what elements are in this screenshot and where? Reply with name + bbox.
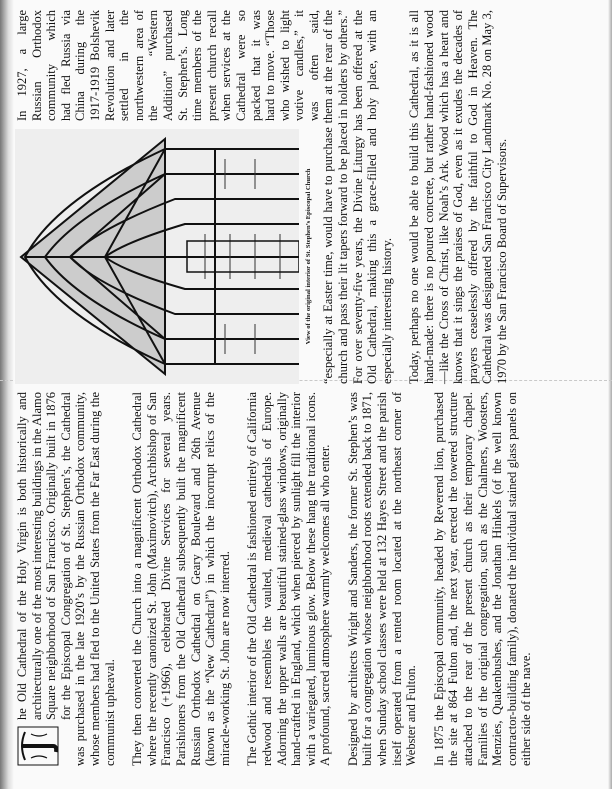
church-interior-illustration bbox=[15, 129, 311, 384]
paragraph-intro bbox=[15, 392, 117, 766]
intro-text: he Old Cathedral of the Holy Virgin is both historically and architecturally one of the most interesting buildings in the Alamo Square neighborhood of San Francisco. Originally built in 1876 for the Episcopal Congregation of St. Stephen’s, the Cathedral was purchased in the late 1920’s by the Russian Orthodox community, whose members had fled to the United States from the Far East during the communist upheaval. bbox=[15, 392, 117, 766]
paragraph-today: Today, perhaps no one would be able to build this Cathedral, as it is all hand-made: there is no poured concrete, but rather hand-fashioned wood—like the Cross of Christ, like Noah’s Ark. Wood which has a heart and knows that it sings the praises of God, even as it exudes the decades of prayers ceaselessly offered by the faithful to God in Heaven. The Cathedral was designated San Francisco City Landmark No. 28 on May 3, 1970 by the San Francisco Board of Supervisors. bbox=[407, 10, 509, 384]
paragraph-1927: In 1927, a large Russian Orthodox community which had fled Russia via China during the 1917-1919 Bolshevik Revolution and later settled in the northwestern area of the “Western Addition” purchased St. Stephen’s. Long time members of the present church recall when services at the Cathedral were so packed that it was hard to move. “Those who wished to light votive candles,” it was often said, “especially at Easter time, would have to purchase them at the rear of the church and pass their lit tapers forward to be placed in holders by others.” For over seventy-five years, the Divine Liturgy has been offered at the Old Cathedral, making this a grace-filled and holy place, with an especially interesting history. bbox=[15, 10, 394, 384]
panel-russian-orthodox bbox=[15, 10, 601, 384]
page-edge-shadow bbox=[608, 0, 612, 789]
dropcap-t-ornament bbox=[17, 726, 59, 766]
illustration-caption: View of the original interior of St. Stephen’s Episcopal Church bbox=[304, 168, 312, 345]
paragraph-architects: Designed by architects Wright and Sanders, the former St. Stephen’s was built for a congregation whose neighborhood roots extended back to 1871, when Sunday school classes were held at 132 Hayes Street and the parish itself operated from a rented room located at the northeast corner of Webster and Fulton. bbox=[345, 392, 419, 766]
binding-shadow bbox=[0, 0, 14, 789]
panel-history-intro bbox=[15, 392, 601, 766]
gothic-vault-engraving bbox=[15, 129, 299, 384]
paragraph-conversion: They then converted the Church into a magnificent Orthodox Cathedral where the recently canonized St. John (Maximovitch), Archbishop of San Francisco (+1966), celebrated Divine Services for several years. Parishioners from the Old Cathedral subsequently built the magnificent Russian Orthodox Cathedral on Geary Boulevard and 26th Avenue (known as the “New Cathedral”) in which the incorrupt relics of the miracle-working St. John are now interred. bbox=[130, 392, 232, 766]
paragraph-1875: In 1875 the Episcopal community, headed by Reverend lion, purchased the site at 864 Fulton and, the next year, erected the towered structure attached to the rear of the present church as their temporary chapel. Families of the original congregation, such as the Chalmers, Woosters, Menzies, Quakenbushes, and the Jonathan Hinkels (of the well known contractor-building family), donated the individual stained glass panels on either side of the nave. bbox=[431, 392, 534, 766]
paragraph-interior: The Gothic interior of the Old Cathedral is fashioned entirely of California redwood and resembles the vaulted, medieval cathedrals of Europe. Adorning the upper walls are beautiful stained-glass windows, originally hand-crafted in England, which when pierced by sunlight fill the interior with a variegated, luminous glow. Below these hang the traditional icons. A profound, sacred atmosphere warmly welcomes all who enter. bbox=[245, 392, 333, 766]
